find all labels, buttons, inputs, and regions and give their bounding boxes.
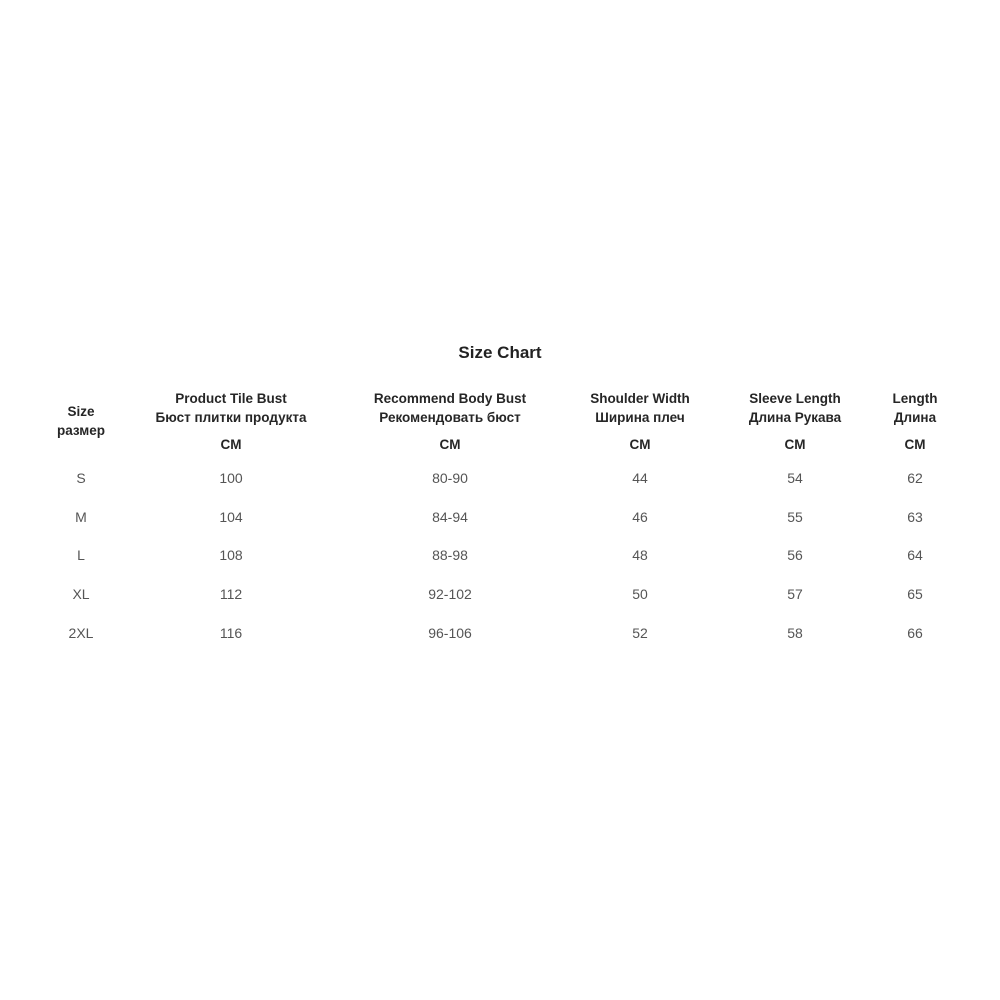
table-cell: 92-102	[428, 586, 472, 602]
column-header-ru: Ширина плеч	[595, 410, 685, 425]
table-cell: 65	[907, 586, 923, 602]
column-header-en: Product Tile Bust	[175, 391, 287, 406]
column-header-product-tile-bust	[136, 389, 326, 427]
column-unit: CM	[784, 437, 806, 452]
column-header-recommend-body-bust	[350, 389, 550, 427]
table-cell: 64	[907, 547, 923, 563]
shoulder-width-column	[570, 0, 710, 1000]
column-header-ru: Бюст плитки продукта	[155, 410, 307, 425]
table-cell: 58	[787, 625, 803, 641]
table-cell: 50	[632, 586, 648, 602]
column-header-sleeve-length	[730, 389, 860, 427]
size-column	[40, 0, 122, 1000]
sleeve-length-column	[730, 0, 860, 1000]
recommend-body-bust-column	[350, 0, 550, 1000]
column-unit: CM	[439, 437, 461, 452]
table-cell: L	[77, 547, 85, 563]
table-cell: 56	[787, 547, 803, 563]
table-cell: 108	[219, 547, 243, 563]
table-cell: S	[76, 470, 86, 486]
table-cell: 88-98	[432, 547, 468, 563]
table-cell: 55	[787, 509, 803, 525]
table-cell: XL	[72, 586, 90, 602]
column-header-ru: Длина Рукава	[748, 410, 842, 425]
table-cell: 52	[632, 625, 648, 641]
table-cell: 112	[219, 586, 243, 602]
column-header-ru: Рекомендовать бюст	[379, 410, 521, 425]
page-title: Size Chart	[458, 343, 542, 362]
table-cell: 44	[632, 470, 648, 486]
table-cell: 84-94	[432, 509, 468, 525]
column-header-ru: Длина	[893, 410, 937, 425]
column-header-en: Recommend Body Bust	[373, 391, 527, 406]
column-header-en: Sleeve Length	[749, 391, 841, 406]
table-cell: 66	[907, 625, 923, 641]
column-unit: CM	[629, 437, 651, 452]
column-header-ru: размер	[56, 423, 106, 438]
length-column	[870, 0, 960, 1000]
table-cell: 2XL	[68, 625, 94, 641]
table-cell: 80-90	[432, 470, 468, 486]
table-cell: 46	[632, 509, 648, 525]
table-cell: 96-106	[428, 625, 472, 641]
table-cell: 104	[219, 509, 243, 525]
table-cell: 57	[787, 586, 803, 602]
column-header-en: Shoulder Width	[590, 391, 690, 406]
column-header-shoulder-width	[570, 389, 710, 427]
column-header-en: Length	[892, 391, 938, 406]
table-cell: 63	[907, 509, 923, 525]
table-cell: 100	[219, 470, 243, 486]
column-header-en: Size	[67, 404, 95, 419]
column-header-size	[40, 402, 122, 440]
table-cell: 62	[907, 470, 923, 486]
table-cell: 48	[632, 547, 648, 563]
column-unit: CM	[220, 437, 242, 452]
column-header-length	[870, 389, 960, 427]
table-cell: 54	[787, 470, 803, 486]
product-tile-bust-column	[136, 0, 326, 1000]
table-cell: 116	[219, 625, 243, 641]
column-unit: CM	[904, 437, 926, 452]
table-cell: M	[75, 509, 87, 525]
